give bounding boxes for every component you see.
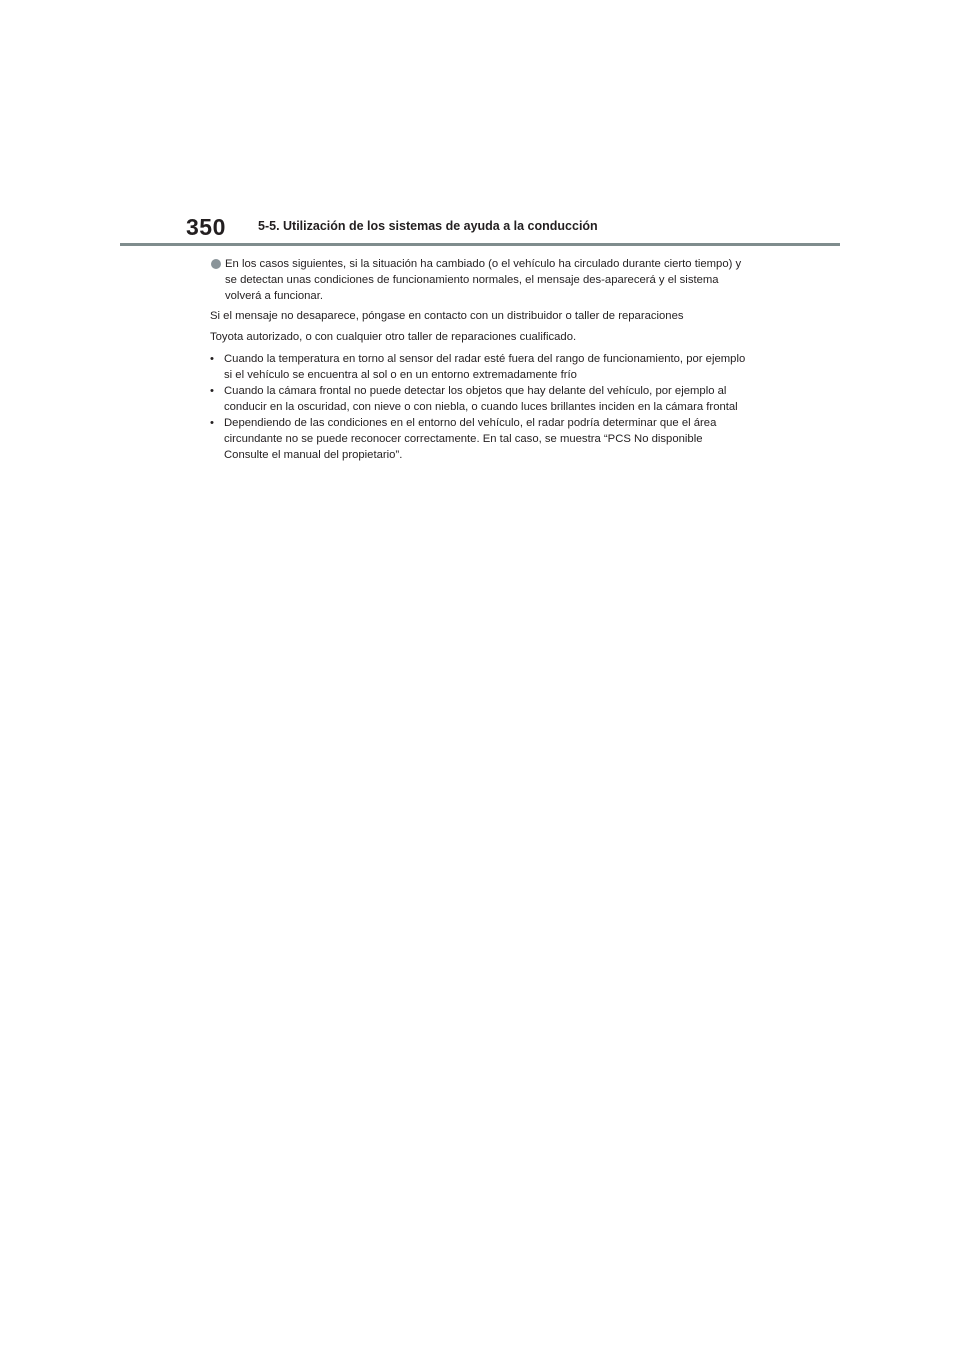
circle-bullet-icon (211, 259, 221, 269)
page-content (210, 256, 750, 463)
bullet-paragraph (210, 256, 750, 304)
header-divider (120, 243, 840, 246)
list-item-text: Cuando la temperatura en torno al sensor del radar esté fuera del rango de funcionamiento, por ejemplo si el vehículo se encuentra al sol o en un entorno extremadamente frío (224, 353, 746, 381)
list-item (210, 383, 750, 415)
list-item-text: Dependiendo de las condiciones en el entorno del vehículo, el radar podría determinar que el área circundante no se puede reconocer correctamente. En tal caso, se muestra “PCS No disponible Consulte el manual del propietario”. (224, 417, 717, 461)
list-marker: • (210, 385, 214, 397)
paragraph-contact: Si el mensaje no desaparece, póngase en contacto con un distribuidor o taller de reparaciones (210, 310, 684, 322)
paragraph-workshop: Toyota autorizado, o con cualquier otro taller de reparaciones cualificado. (210, 331, 577, 343)
list-item-text: Cuando la cámara frontal no puede detectar los objetos que hay delante del vehículo, por ejemplo al conducir en la oscuridad, con nieve o con niebla, o cuando luces brillantes inciden en la cámara frontal (224, 385, 738, 413)
list-item (210, 415, 750, 463)
list-item (210, 351, 750, 383)
page-number: 350 (186, 214, 226, 240)
bullet-paragraph-text: En los casos siguientes, si la situación ha cambiado (o el vehículo ha circulado durante cierto tiempo) y se detectan unas condiciones de funcionamiento normales, el mensaje des-aparecerá y el sistema volverá a funcionar. (225, 258, 742, 302)
section-title: 5-5. Utilización de los sistemas de ayuda a la conducción (258, 219, 598, 233)
conditions-list (210, 351, 750, 463)
list-marker: • (210, 417, 214, 429)
list-marker: • (210, 353, 214, 365)
